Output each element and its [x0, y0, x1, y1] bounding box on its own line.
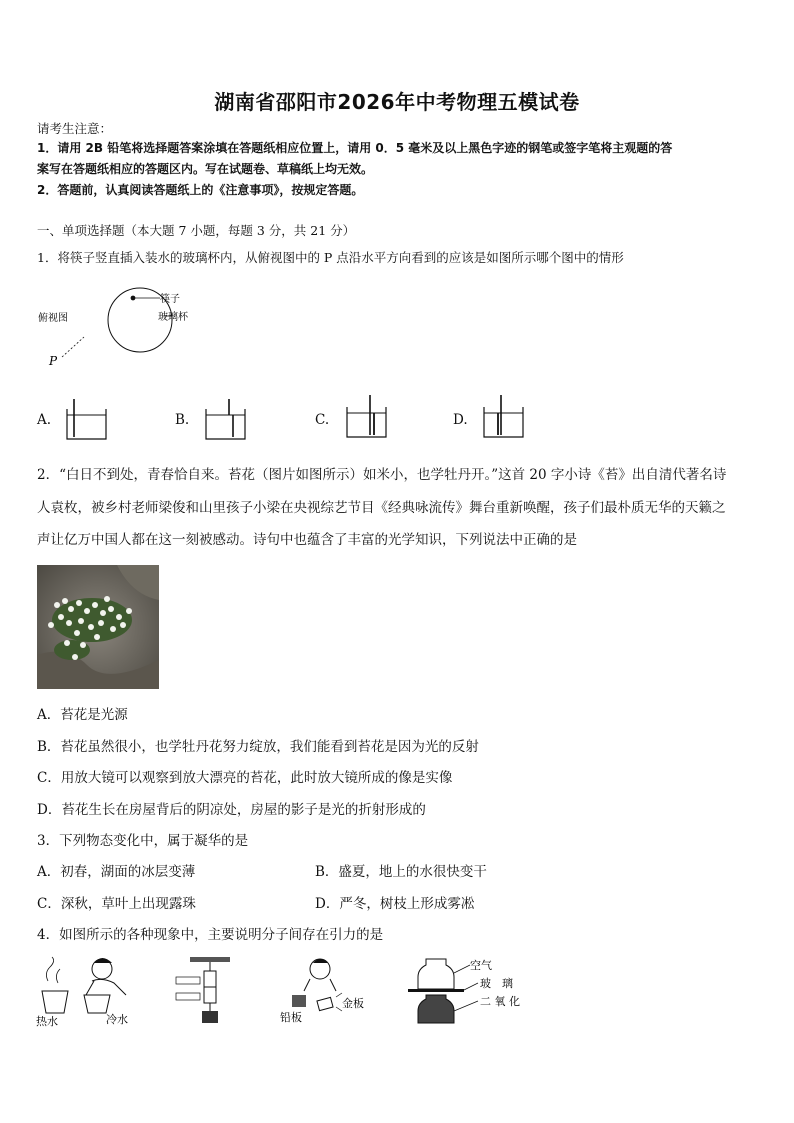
notice-item1-line2: 案写在答题纸相应的答题区内。写在试题卷、草稿纸上均无效。 — [37, 162, 374, 176]
q3-option-c: C．深秋，草叶上出现露珠 — [37, 896, 196, 912]
lead-plate-label: 铅板 — [280, 1011, 302, 1024]
q1-option-c-label: C. — [315, 412, 330, 428]
question-1-stem: 1．将筷子竖直插入装水的玻璃杯内，从俯视图中的 P 点沿水平方向看到的应该是如图所示哪个图中的情形 — [37, 250, 624, 265]
q3-option-b: B．盛夏，地上的水很快变干 — [315, 864, 487, 880]
question-4-stem: 4．如图所示的各种现象中，主要说明分子间存在引力的是 — [37, 927, 384, 943]
notice-item2: 2．答题前，认真阅读答题纸上的《注意事项》，按规定答题。 — [37, 183, 364, 197]
moss-flower-photo — [37, 565, 159, 689]
q3-option-d: D．严冬，树枝上形成雾凇 — [315, 896, 475, 912]
q4-figure-lead-gold-plates — [280, 955, 390, 1027]
q1-option-a-label: A. — [37, 412, 52, 428]
q2-option-a: A．苔花是光源 — [37, 707, 128, 723]
notice-item1-line1: 1．请用 2B 铅笔将选择题答案涂填在答题纸相应位置上，请用 0．5 毫米及以上黑色字迹的钢笔或签字笔将主观题的答 — [37, 141, 673, 155]
point-p-label: P — [49, 354, 58, 368]
q1-option-d-figure — [481, 393, 529, 443]
cold-water-label: 冷水 — [106, 1013, 128, 1026]
q4-figure-gas-diffusion — [400, 955, 530, 1027]
page-title: 湖南省邵阳市2026年中考物理五模试卷 — [214, 90, 580, 114]
q1-option-a-figure — [64, 395, 112, 443]
q3-option-a: A．初春，湖面的冰层变薄 — [37, 864, 196, 880]
q2-option-b: B．苔花虽然很小，也学牡丹花努力绽放，我们能看到苔花是因为光的反射 — [37, 739, 479, 755]
chopstick-dot — [131, 296, 136, 301]
notice-heading: 请考生注意： — [37, 121, 113, 136]
q1-option-d-label: D. — [453, 412, 468, 428]
top-view-label: 俯视图 — [38, 313, 68, 324]
chopstick-label: 筷子 — [160, 294, 180, 305]
gas-label: 二 氧 化 — [480, 995, 520, 1008]
q1-option-b-label: B. — [175, 412, 190, 428]
glass-label: 玻璃杯 — [158, 312, 188, 323]
glass-plate-label: 玻 璃 — [480, 977, 513, 990]
hot-water-label: 热水 — [36, 1015, 58, 1027]
question-2-line3: 声让亿万中国人都在这一刻被感动。诗句中也蕴含了丰富的光学知识，下列说法中正确的是 — [37, 532, 577, 548]
q1-option-c-figure — [344, 393, 392, 443]
question-2-line1: 2．“白日不到处，青春恰自来。苔花（图片如图所示）如米小，也学牡丹开。”这首 20 字小诗《苔》出自清代著名诗 — [37, 467, 727, 483]
top-view-figure — [36, 285, 196, 370]
question-2-line2: 人袁枚，被乡村老师梁俊和山里孩子小梁在央视综艺节目《经典咏流传》舞台重新唤醒，孩子们最朴质无华的天籁之 — [37, 500, 726, 516]
q2-option-c: C．用放大镜可以观察到放大漂亮的苔花，此时放大镜所成的像是实像 — [37, 770, 453, 786]
section-heading: 一、单项选择题（本大题 7 小题，每题 3 分，共 21 分） — [37, 223, 356, 238]
question-3-stem: 3．下列物态变化中，属于凝华的是 — [37, 833, 249, 849]
q1-option-b-figure — [203, 395, 251, 443]
air-label: 空气 — [470, 959, 492, 972]
q4-figure-lead-cylinders — [170, 955, 250, 1027]
gold-plate-label: 金板 — [342, 997, 364, 1010]
q4-figure-hot-cold-water — [34, 955, 144, 1027]
q2-option-d: D．苔花生长在房屋背后的阴凉处，房屋的影子是光的折射形成的 — [37, 802, 426, 818]
